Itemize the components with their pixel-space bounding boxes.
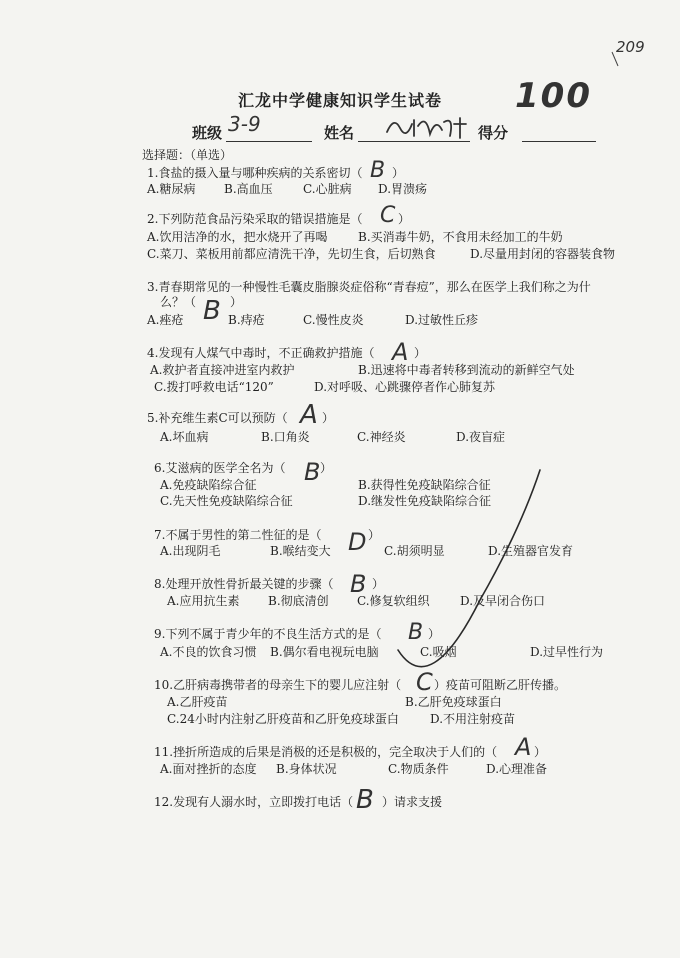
answer-3: B — [203, 296, 221, 326]
answer-8: B — [350, 570, 367, 598]
q3-option-a: A.痤疮 — [147, 313, 184, 327]
section-title: 选择题：（单选） — [142, 148, 233, 162]
question-8-close: ） — [372, 577, 385, 591]
answer-11: A — [515, 733, 532, 761]
question-12-close: ）请求支援 — [382, 795, 443, 809]
q2-option-b: B.买消毒牛奶，不食用未经加工的牛奶 — [358, 230, 563, 244]
q6-option-b: B.获得性免疫缺陷综合征 — [358, 478, 491, 492]
q1-option-d: D.胃溃疡 — [378, 182, 428, 196]
question-3: 3.青春期常见的一种慢性毛囊皮脂腺炎症俗称“青春痘”，那么在医学上我们称之为什 — [147, 280, 591, 294]
answer-4: A — [392, 338, 409, 366]
answer-2: C — [380, 203, 396, 228]
question-3-line2: 么？（ — [160, 295, 197, 309]
q10-option-d: D.不用注射疫苗 — [430, 712, 516, 726]
question-1: 1.食盐的摄入量与哪种疾病的关系密切（ — [147, 166, 363, 180]
q6-option-d: D.继发性免疫缺陷综合征 — [358, 494, 492, 508]
q8-option-b: B.彻底清创 — [268, 594, 329, 608]
answer-7: D — [348, 528, 367, 556]
q8-option-c: C.修复软组织 — [357, 594, 430, 608]
q5-option-d: D.夜盲症 — [456, 430, 506, 444]
question-12: 12.发现有人溺水时，立即拨打电话（ — [154, 795, 354, 809]
question-4: 4.发现有人煤气中毒时，不正确救护措施（ — [147, 346, 375, 360]
question-5-close: ） — [322, 411, 335, 425]
question-2-close: ） — [398, 212, 411, 226]
q11-option-d: D.心理准备 — [486, 762, 548, 776]
q7-option-c: C.胡须明显 — [384, 544, 445, 558]
q11-option-b: B.身体状况 — [276, 762, 337, 776]
q5-option-c: C.神经炎 — [357, 430, 406, 444]
q1-option-c: C.心脏病 — [303, 182, 352, 196]
q10-option-a: A.乙肝疫苗 — [167, 695, 228, 709]
question-8: 8.处理开放性骨折最关键的步骤（ — [154, 577, 334, 591]
q7-option-b: B.喉结变大 — [270, 544, 331, 558]
answer-12: B — [356, 785, 374, 815]
question-9-close: ） — [428, 627, 441, 641]
q11-option-a: A.面对挫折的态度 — [160, 762, 257, 776]
q2-option-a: A.饮用洁净的水，把水烧开了再喝 — [147, 230, 328, 244]
q4-option-a: A.救护者直接冲进室内救护 — [150, 363, 295, 377]
q7-option-d: D.生殖器官发育 — [488, 544, 574, 558]
q9-option-d: D.过早性行为 — [530, 645, 604, 659]
question-7: 7.不属于男性的第二性征的是（ — [154, 528, 322, 542]
q4-option-b: B.迅速将中毒者转移到流动的新鲜空气处 — [358, 363, 575, 377]
q2-option-d: D.尽量用封闭的容器装食物 — [470, 247, 616, 261]
q4-option-c: C.拨打呼救电话“120” — [154, 380, 274, 394]
answer-5: A — [300, 400, 318, 430]
q1-option-b: B.高血压 — [224, 182, 273, 196]
question-10-close: ）疫苗可阻断乙肝传播。 — [434, 678, 567, 692]
q5-option-b: B.口角炎 — [261, 430, 310, 444]
q1-option-a: A.糖尿病 — [147, 182, 196, 196]
question-4-close: ） — [414, 346, 427, 360]
q9-option-b: B.偶尔看电视玩电脑 — [270, 645, 379, 659]
question-6-close: ） — [320, 461, 333, 475]
q9-option-a: A.不良的饮食习惯 — [160, 645, 257, 659]
q4-option-d: D.对呼吸、心跳骤停者作心肺复苏 — [314, 380, 496, 394]
class-underline — [226, 141, 312, 142]
question-6: 6.艾滋病的医学全名为（ — [154, 461, 286, 475]
q6-option-c: C.先天性免疫缺陷综合征 — [160, 494, 293, 508]
page-number: 209 — [616, 38, 645, 56]
q10-option-c: C.24小时内注射乙肝疫苗和乙肝免疫球蛋白 — [167, 712, 399, 726]
q2-option-c: C.菜刀、菜板用前都应清洗干净，先切生食，后切熟食 — [147, 247, 436, 261]
question-2: 2.下列防范食品污染采取的错误措施是（ — [147, 212, 363, 226]
q3-option-c: C.慢性皮炎 — [303, 313, 364, 327]
q10-option-b: B.乙肝免疫球蛋白 — [405, 695, 502, 709]
score-label: 得分 — [478, 124, 509, 142]
class-value: 3-9 — [228, 112, 261, 136]
score-underline — [522, 141, 596, 142]
name-underline — [358, 141, 470, 142]
question-11-close: ） — [534, 745, 547, 759]
q6-option-a: A.免疫缺陷综合征 — [160, 478, 257, 492]
name-label: 姓名 — [324, 124, 355, 142]
answer-1: B — [370, 158, 386, 183]
question-1-close: ） — [392, 166, 405, 180]
question-9: 9.下列不属于青少年的不良生活方式的是（ — [154, 627, 382, 641]
q5-option-a: A.坏血病 — [160, 430, 209, 444]
question-7-close: ） — [368, 528, 381, 542]
q8-option-a: A.应用抗生素 — [167, 594, 240, 608]
question-3-close: ） — [230, 295, 243, 309]
question-5: 5.补充维生素C可以预防（ — [147, 411, 288, 425]
class-label: 班级 — [192, 124, 223, 142]
q8-option-d: D.及早闭合伤口 — [460, 594, 546, 608]
exam-title: 汇龙中学健康知识学生试卷 — [237, 91, 442, 110]
question-10: 10.乙肝病毒携带者的母亲生下的婴儿应注射（ — [154, 678, 402, 692]
score-handwritten: 100 — [515, 76, 592, 116]
answer-9: B — [408, 620, 424, 645]
question-11: 11.挫折所造成的后果是消极的还是积极的，完全取决于人们的（ — [154, 745, 498, 759]
q11-option-c: C.物质条件 — [388, 762, 449, 776]
answer-6: B — [304, 458, 321, 486]
answer-10: C — [416, 668, 433, 696]
q3-option-d: D.过敏性丘疹 — [405, 313, 479, 327]
q7-option-a: A.出现阴毛 — [160, 544, 221, 558]
q3-option-b: B.痔疮 — [228, 313, 265, 327]
q9-option-c: C.吸烟 — [420, 645, 457, 659]
